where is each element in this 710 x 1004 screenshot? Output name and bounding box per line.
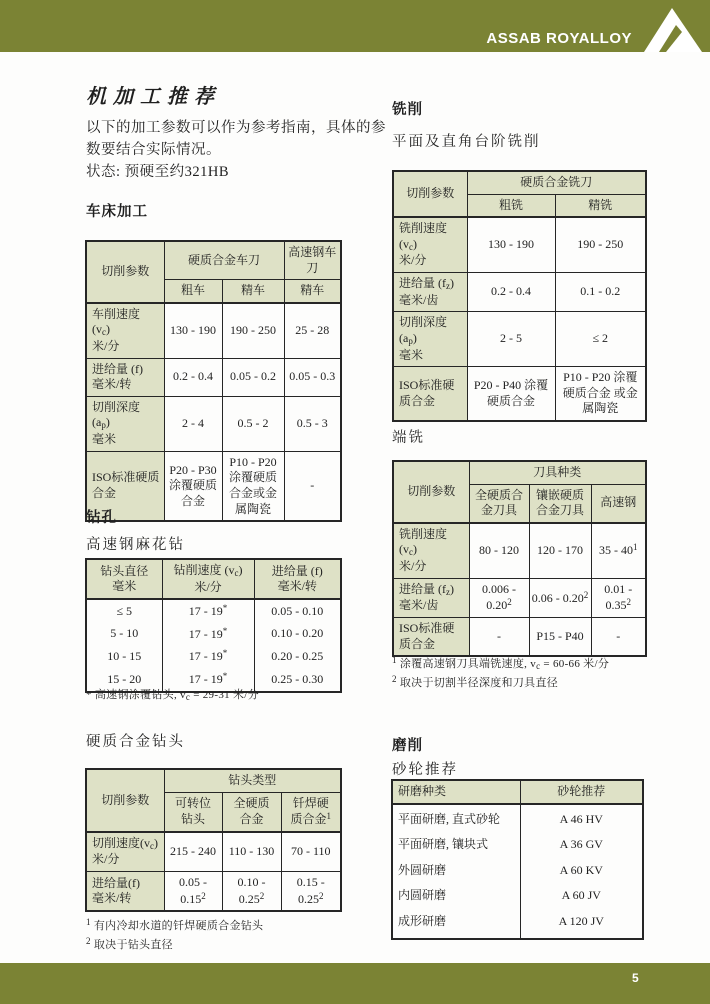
corner-header-cell: 切削参数: [393, 171, 467, 217]
column-header-cell: 钻头直径 毫米: [86, 559, 162, 599]
wheel-cell: A 120 JV: [520, 907, 643, 939]
wheel-cell: A 46 HV: [520, 804, 643, 831]
value-cell: 190 - 250: [222, 303, 284, 358]
value-cell: 0.10 - 0.20: [254, 623, 341, 646]
table-header-row: [393, 461, 646, 484]
value-cell: 130 - 190: [164, 303, 222, 358]
end-milling-footnotes: [392, 654, 609, 692]
value-cell: 2 - 4: [164, 396, 222, 451]
column-header-cell: 全硬质 合金: [222, 792, 281, 832]
wheel-cell: A 60 KV: [520, 856, 643, 882]
grinding-type-cell: 成形研磨: [392, 907, 520, 939]
value-cell: 0.2 - 0.4: [164, 358, 222, 396]
column-header-cell: 钻削速度 $(v_c)$ 米/分: [162, 559, 254, 599]
footnote-line: $^2$ 取决于钻头直径: [86, 935, 173, 951]
table-header-row: [86, 559, 341, 599]
value-cell: -: [469, 617, 529, 656]
value-cell: 17 - 19*: [162, 668, 254, 692]
row-label-cell: 切削深度 $(a_p)$ 毫米: [86, 396, 164, 451]
page-title: 机加工推荐: [86, 86, 221, 108]
table-row: [392, 804, 643, 831]
grinding-table: [391, 779, 644, 940]
table-row: [86, 358, 341, 396]
section-heading-lathe: 车床加工: [86, 204, 148, 220]
table-row: [393, 367, 646, 421]
subsection-heading-hss-drill: 高速钢麻花钻: [86, 537, 185, 553]
table-row: [393, 217, 646, 272]
corner-header-cell: 切削参数: [393, 461, 469, 523]
group-header-cell: 高速钢车刀: [284, 241, 341, 280]
value-cell: 0.15 - 0.25$^2$: [281, 872, 341, 912]
value-cell: -: [284, 451, 341, 521]
table-header-row: [86, 241, 341, 280]
column-header-cell: 精车: [284, 280, 341, 303]
value-cell: 10 - 15: [86, 645, 162, 668]
column-header-cell: 镶嵌硬质合金刀具: [529, 484, 591, 523]
header-bar: [0, 0, 710, 52]
column-header-cell: 粗车: [164, 280, 222, 303]
table-header-row: [392, 780, 643, 804]
row-label-cell: 切削速度$(v_c)$ 米/分: [86, 832, 164, 872]
column-header-cell: 粗铣: [467, 194, 555, 217]
value-cell: P10 - P20 涂覆硬质合金或金属陶瓷: [222, 451, 284, 521]
carbide-drill-table: [85, 768, 342, 912]
value-cell: -: [591, 617, 646, 656]
value-cell: 2 - 5: [467, 312, 555, 367]
value-cell: 0.25 - 0.30: [254, 668, 341, 692]
row-label-cell: 进给量 $(f_z)$ 毫米/齿: [393, 273, 467, 312]
table-row: [392, 881, 643, 907]
table-row: [86, 645, 341, 668]
value-cell: ≤ 2: [555, 312, 646, 367]
footnote-line: $^1$ 涂覆高速钢刀具端铣速度, $v_c = 60-66$ 米/分: [392, 655, 610, 671]
grinding-type-cell: 内圆研磨: [392, 881, 520, 907]
row-label-cell: ISO标准硬质合金: [86, 451, 164, 521]
footnote-line: $^1$ 有内冷却水道的钎焊硬质合金钻头: [86, 917, 264, 932]
value-cell: 0.05 - 0.3: [284, 358, 341, 396]
value-cell: $35 - 40^1$: [591, 523, 646, 578]
grinding-type-cell: 外圆研磨: [392, 856, 520, 882]
status-text: 状态: 预硬至约321HB: [86, 163, 230, 180]
table-row: [392, 830, 643, 856]
table-row: [86, 599, 341, 623]
group-header-cell: 钻头类型: [164, 769, 341, 792]
group-header-cell: 硬质合金铣刀: [467, 171, 646, 194]
value-cell: 15 - 20: [86, 668, 162, 692]
table-row: [393, 523, 646, 578]
drill-footnote: * 高速钢涂覆钻头, $v_c = 29-31$ 米/分: [86, 689, 259, 702]
value-cell: 215 - 240: [164, 832, 222, 872]
table-row: [392, 856, 643, 882]
value-cell: 120 - 170: [529, 523, 591, 578]
row-label-cell: 进给量 (f) 毫米/转: [86, 358, 164, 396]
grinding-type-cell: 平面研磨, 直式砂轮: [392, 804, 520, 831]
intro-text: 以下的加工参数可以作为参考指南，具体的参数要结合实际情况。: [86, 120, 386, 158]
value-cell: 110 - 130: [222, 832, 281, 872]
subsection-heading-end-milling: 端铣: [392, 430, 425, 446]
row-label-cell: 进给量 $(f_z)$ 毫米/齿: [393, 578, 469, 617]
row-label-cell: 车削速度 $(v_c)$ 米/分: [86, 303, 164, 358]
column-header-cell: 精车: [222, 280, 284, 303]
value-cell: P10 - P20 涂覆硬质合金 或金属陶瓷: [555, 367, 646, 421]
subsection-heading-wheel: 砂轮推荐: [392, 762, 458, 778]
row-label-cell: 铣削速度 $(v_c)$ 米/分: [393, 523, 469, 578]
value-cell: 0.05 - 0.15$^2$: [164, 872, 222, 912]
value-cell: 130 - 190: [467, 217, 555, 272]
value-cell: ≤ 5: [86, 599, 162, 623]
value-cell: 190 - 250: [555, 217, 646, 272]
value-cell: P20 - P30 涂覆硬质合金: [164, 451, 222, 521]
subsection-heading-face-milling: 平面及直角台阶铣削: [392, 134, 541, 150]
column-header-cell: 进给量 (f) 毫米/转: [254, 559, 341, 599]
face-milling-table: [392, 170, 647, 422]
footer-bar: [0, 963, 710, 1004]
table-header-row: [86, 769, 341, 792]
assab-mountain-logo-icon: [632, 6, 708, 52]
intro-paragraph: [86, 118, 388, 183]
value-cell: 0.05 - 0.2: [222, 358, 284, 396]
section-heading-drilling: 钻孔: [86, 510, 117, 526]
value-cell: 0.1 - 0.2: [555, 273, 646, 312]
value-cell: 70 - 110: [281, 832, 341, 872]
end-milling-table: [392, 460, 647, 657]
group-header-cell: 刀具种类: [469, 461, 646, 484]
grinding-type-cell: 平面研磨, 镶块式: [392, 830, 520, 856]
lathe-table: [85, 240, 342, 522]
column-header-cell: 精铣: [555, 194, 646, 217]
table-row: [86, 451, 341, 521]
table-row: [393, 578, 646, 617]
table-row: [393, 312, 646, 367]
wheel-cell: A 60 JV: [520, 881, 643, 907]
table-row: [86, 396, 341, 451]
section-heading-milling: 铣削: [392, 102, 423, 118]
row-label-cell: ISO标准硬质合金: [393, 617, 469, 656]
carbide-drill-footnotes: [86, 916, 263, 954]
table-row: [393, 617, 646, 656]
footnote-line: $^2$ 取决于切割半径深度和刀具直径: [392, 674, 559, 690]
value-cell: 0.05 - 0.10: [254, 599, 341, 623]
table-header-row: [393, 171, 646, 194]
value-cell: P20 - P40 涂覆硬质合金: [467, 367, 555, 421]
value-cell: P15 - P40: [529, 617, 591, 656]
row-label-cell: ISO标准硬质合金: [393, 367, 467, 421]
column-header-cell: 研磨种类: [392, 780, 520, 804]
row-label-cell: 切削深度 $(a_p)$ 毫米: [393, 312, 467, 367]
page-number: 5: [632, 971, 639, 985]
column-header-cell: 可转位 钻头: [164, 792, 222, 832]
row-label-cell: 铣削速度 $(v_c)$ 米/分: [393, 217, 467, 272]
column-header-cell: 钎焊硬 质合金$^1$: [281, 792, 341, 832]
value-cell: 80 - 120: [469, 523, 529, 578]
value-cell: 0.06 - 0.20$^2$: [529, 578, 591, 617]
corner-header-cell: 切削参数: [86, 769, 164, 832]
table-row: [86, 623, 341, 646]
value-cell: 0.5 - 3: [284, 396, 341, 451]
column-header-cell: 高速钢: [591, 484, 646, 523]
value-cell: 17 - 19*: [162, 623, 254, 646]
value-cell: 25 - 28: [284, 303, 341, 358]
value-cell: 0.01 - 0.35$^2$: [591, 578, 646, 617]
value-cell: 17 - 19*: [162, 645, 254, 668]
value-cell: 0.006 - 0.20$^2$: [469, 578, 529, 617]
corner-header-cell: 切削参数: [86, 241, 164, 303]
table-row: [86, 303, 341, 358]
value-cell: 17 - 19*: [162, 599, 254, 623]
value-cell: 0.5 - 2: [222, 396, 284, 451]
wheel-cell: A 36 GV: [520, 830, 643, 856]
value-cell: 0.10 - 0.25$^2$: [222, 872, 281, 912]
subsection-heading-carbide-drill: 硬质合金钻头: [86, 734, 185, 750]
table-row: [393, 273, 646, 312]
table-row: [86, 872, 341, 912]
value-cell: 0.2 - 0.4: [467, 273, 555, 312]
value-cell: 0.20 - 0.25: [254, 645, 341, 668]
table-row: [392, 907, 643, 939]
row-label-cell: 进给量(f) 毫米/转: [86, 872, 164, 912]
brand-name: ASSAB ROYALLOY: [486, 30, 632, 47]
hss-drill-table: [85, 558, 342, 693]
table-row: [86, 832, 341, 872]
column-header-cell: 全硬质合金刀具: [469, 484, 529, 523]
group-header-cell: 硬质合金车刀: [164, 241, 284, 280]
section-heading-grinding: 磨削: [392, 738, 423, 754]
value-cell: 5 - 10: [86, 623, 162, 646]
column-header-cell: 砂轮推荐: [520, 780, 643, 804]
